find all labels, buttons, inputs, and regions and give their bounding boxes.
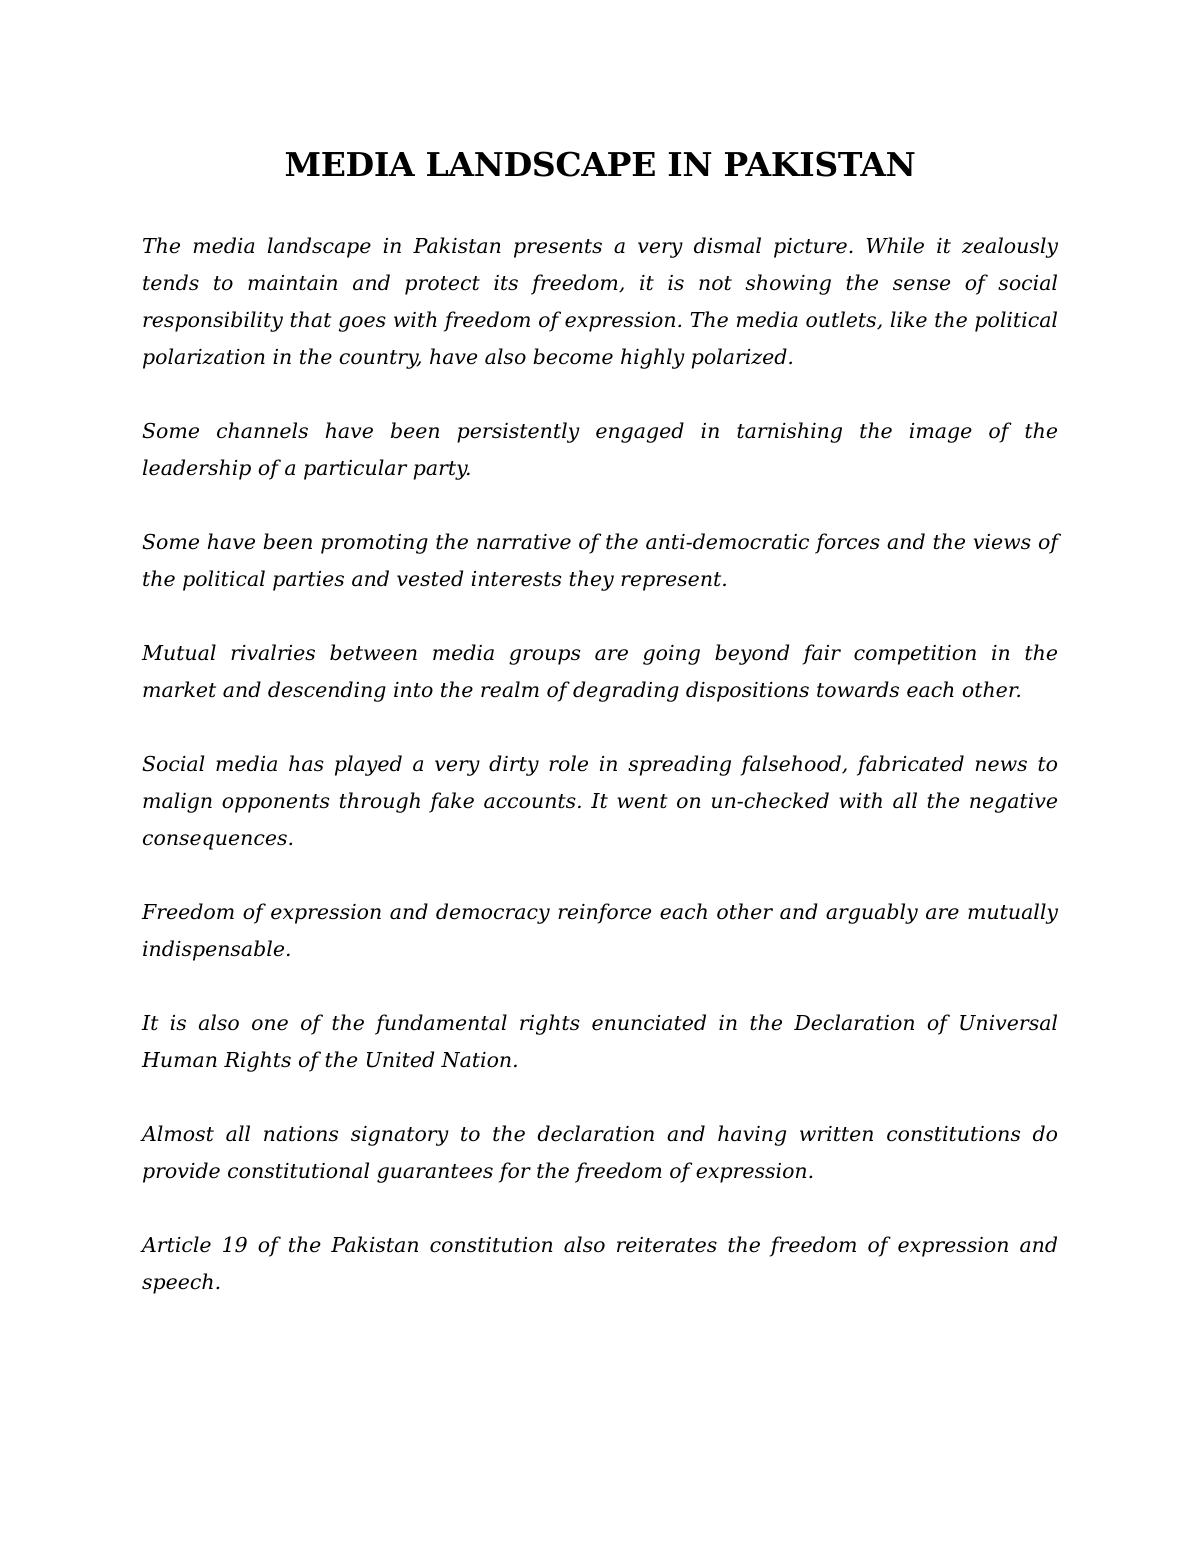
paragraph: Some channels have been persistently engaged in tarnishing the image of the leadership of a particular party. [142,419,1058,480]
paragraph: Mutual rivalries between media groups are going beyond fair competition in the market and descending into the realm of degrading dispositions towards each other. [142,641,1058,702]
paragraph: Freedom of expression and democracy reinforce each other and arguably are mutually indispensable. [142,900,1058,961]
paragraph: Almost all nations signatory to the declaration and having written constitutions do provide constitutional guarantees for the freedom of expression. [142,1122,1058,1183]
paragraph: The media landscape in Pakistan presents a very dismal picture. While it zealously tends to maintain and protect its freedom, it is not showing the sense of social responsibility that goes with freedom of expression. The media outlets, like the political polarization in the country, have also become highly polarized. [142,234,1058,369]
paragraph: Article 19 of the Pakistan constitution also reiterates the freedom of expression and speech. [142,1233,1058,1294]
document-body [142,228,1058,1338]
document-title: MEDIA LANDSCAPE IN PAKISTAN [284,145,916,184]
paragraph: Social media has played a very dirty role in spreading falsehood, fabricated news to malign opponents through fake accounts. It went on un-checked with all the negative consequences. [142,752,1058,850]
paragraph: It is also one of the fundamental rights enunciated in the Declaration of Universal Human Rights of the United Nation. [142,1011,1058,1072]
paragraph: Some have been promoting the narrative of the anti-democratic forces and the views of the political parties and vested interests they represent. [142,530,1058,591]
